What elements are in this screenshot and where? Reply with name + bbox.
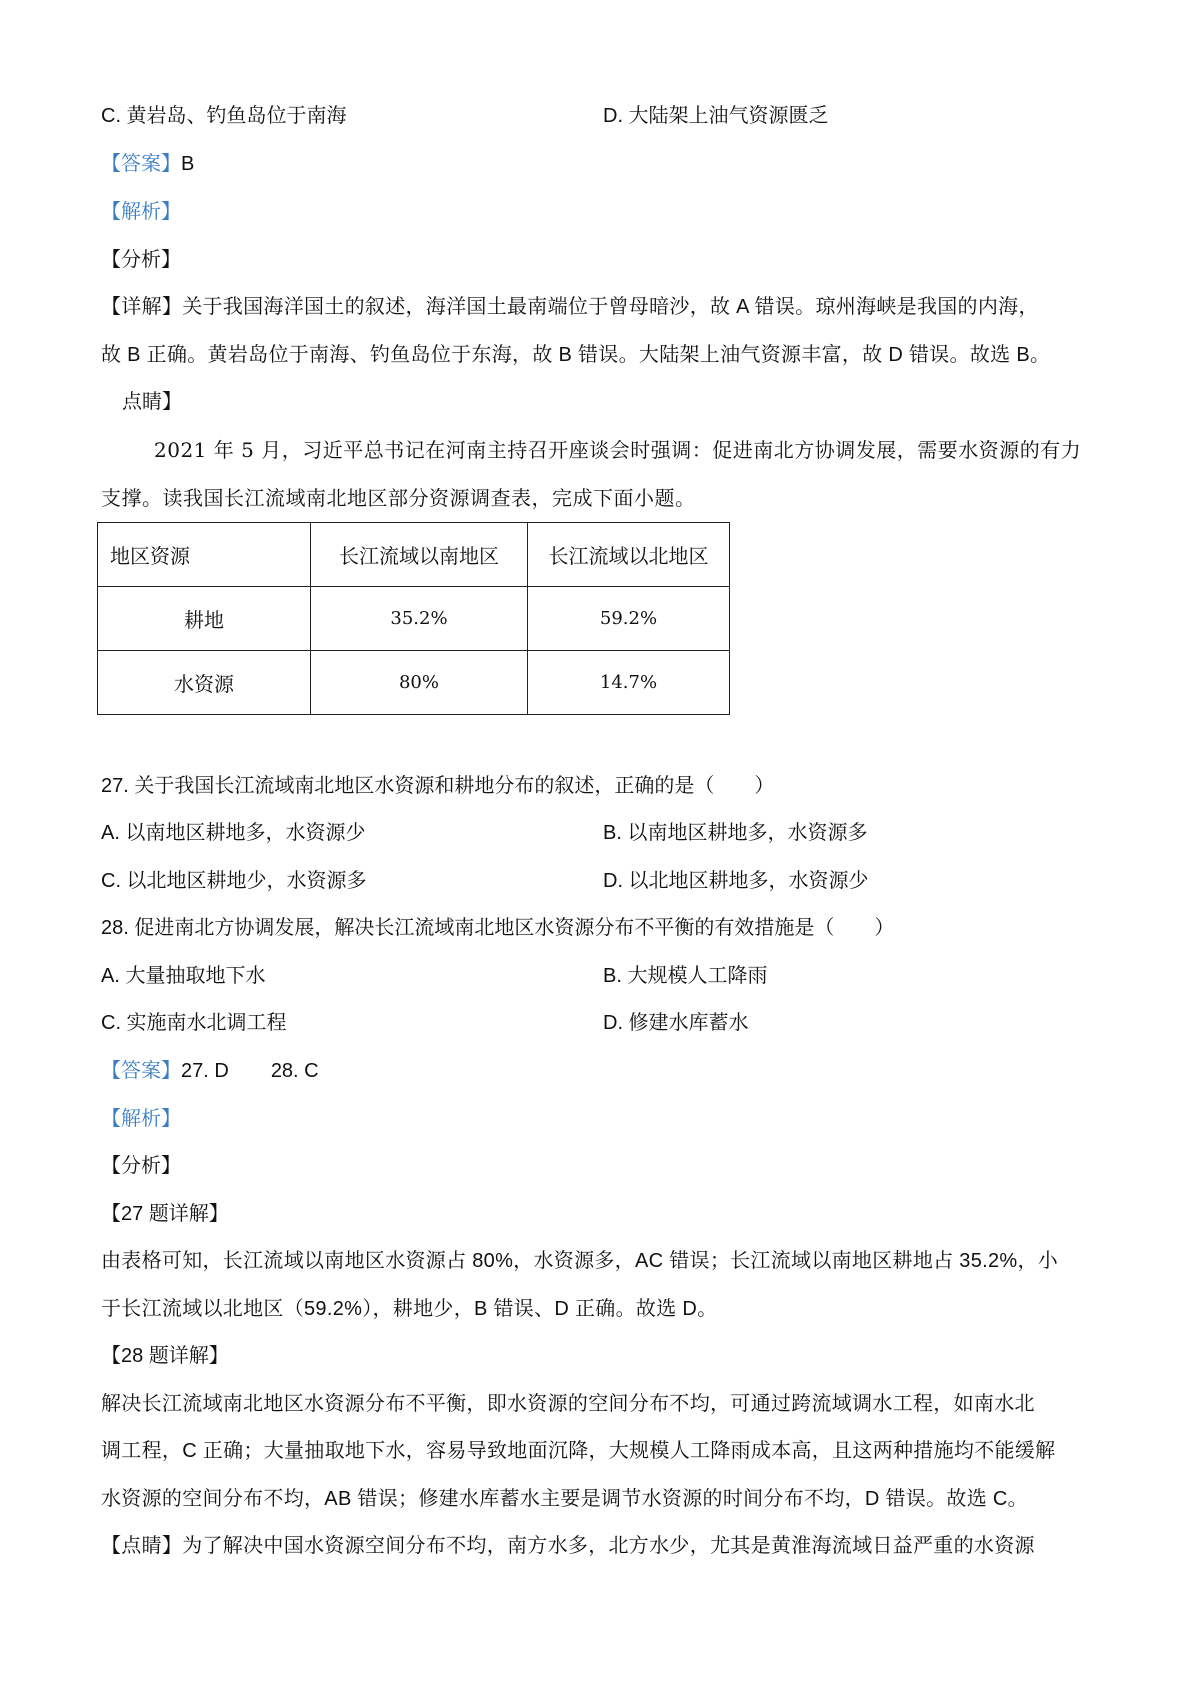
table-header-cell: 长江流域以南地区	[311, 523, 528, 587]
dianjing-tag: 点睛】	[122, 391, 182, 413]
table-header-cell: 地区资源	[98, 523, 311, 587]
detail-27-line-1: 由表格可知，长江流域以南地区水资源占 80%，水资源多，AC 错误；长江流域以南地区耕地占 35.2%，小	[101, 1250, 1059, 1272]
answer-28: 28. C	[270, 1060, 319, 1082]
answer-value: B	[181, 153, 195, 175]
fenxi-tag: 【分析】	[101, 1155, 181, 1177]
detail-28-line-2: 调工程，C 正确；大量抽取地下水，容易导致地面沉降，大规模人工降雨成本高，且这两种措施均不能缓解	[101, 1440, 1056, 1462]
table-row-label: 水资源	[98, 651, 311, 715]
q27-stem: 27. 关于我国长江流域南北地区水资源和耕地分布的叙述，正确的是（ ）	[101, 775, 775, 797]
intro-line-2: 支撑。读我国长江流域南北地区部分资源调查表，完成下面小题。	[101, 486, 696, 510]
jiexi-tag: 【解析】	[101, 201, 181, 223]
table-row	[98, 587, 730, 651]
q28-option-b: B. 大规模人工降雨	[603, 965, 768, 987]
detail-28-title: 【28 题详解】	[101, 1345, 229, 1367]
detail-28-line-1: 解决长江流域南北地区水资源分布不平衡，即水资源的空间分布不均，可通过跨流域调水工程，如南水北	[101, 1393, 1035, 1415]
answer-line-26	[101, 154, 194, 174]
table-cell: 35.2%	[311, 587, 528, 651]
answers-line	[101, 1061, 319, 1081]
resource-table	[97, 522, 730, 715]
table-header-row	[98, 523, 730, 587]
q28-option-a: A. 大量抽取地下水	[101, 965, 266, 987]
table-cell: 59.2%	[528, 587, 730, 651]
detail-27-title: 【27 题详解】	[101, 1203, 229, 1225]
detail-27-line-2: 于长江流域以北地区（59.2%），耕地少，B 错误、D 正确。故选 D。	[101, 1298, 718, 1320]
table-cell: 80%	[311, 651, 528, 715]
option-d-prev: D. 大陆架上油气资源匮乏	[603, 105, 829, 127]
q27-option-b: B. 以南地区耕地多，水资源多	[603, 822, 868, 844]
dianjing-tag: 【点睛】	[101, 1535, 183, 1557]
xiangjie-tag: 【详解】	[101, 296, 183, 318]
answer-27: 27. D	[181, 1060, 229, 1082]
answer-tag: 【答案】	[101, 153, 181, 175]
dianjing-line: 【点睛】为了解决中国水资源空间分布不均，南方水多，北方水少，尤其是黄淮海流域日益严重的水资源	[101, 1535, 1035, 1557]
fenxi-tag: 【分析】	[101, 249, 181, 271]
option-c-prev: C. 黄岩岛、钓鱼岛位于南海	[101, 105, 347, 127]
table-row	[98, 651, 730, 715]
detail-28-line-3: 水资源的空间分布不均，AB 错误；修建水库蓄水主要是调节水资源的时间分布不均，D 错误。故选 C。	[101, 1488, 1028, 1510]
table-header-cell: 长江流域以北地区	[528, 523, 730, 587]
jiexi-tag: 【解析】	[101, 1108, 181, 1130]
q28-stem: 28. 促进南北方协调发展，解决长江流域南北地区水资源分布不平衡的有效措施是（ ）	[101, 917, 895, 939]
q27-option-c: C. 以北地区耕地少，水资源多	[101, 870, 367, 892]
xiangjie-line-2: 故 B 正确。黄岩岛位于南海、钓鱼岛位于东海，故 B 错误。大陆架上油气资源丰富，故 D 错误。故选 B。	[101, 344, 1051, 366]
answer-tag: 【答案】	[101, 1060, 181, 1082]
intro-line-1: 2021 年 5 月，习近平总书记在河南主持召开座谈会时强调：促进南北方协调发展，需要水资源的有力	[154, 438, 1082, 462]
q27-option-a: A. 以南地区耕地多，水资源少	[101, 822, 366, 844]
table-row-label: 耕地	[98, 587, 311, 651]
q28-option-c: C. 实施南水北调工程	[101, 1012, 287, 1034]
xiangjie-line-1: 【详解】关于我国海洋国土的叙述，海洋国土最南端位于曾母暗沙，故 A 错误。琼州海峡是我国的内海，	[101, 296, 1039, 318]
q27-option-d: D. 以北地区耕地多，水资源少	[603, 870, 869, 892]
q28-option-d: D. 修建水库蓄水	[603, 1012, 749, 1034]
table-cell: 14.7%	[528, 651, 730, 715]
